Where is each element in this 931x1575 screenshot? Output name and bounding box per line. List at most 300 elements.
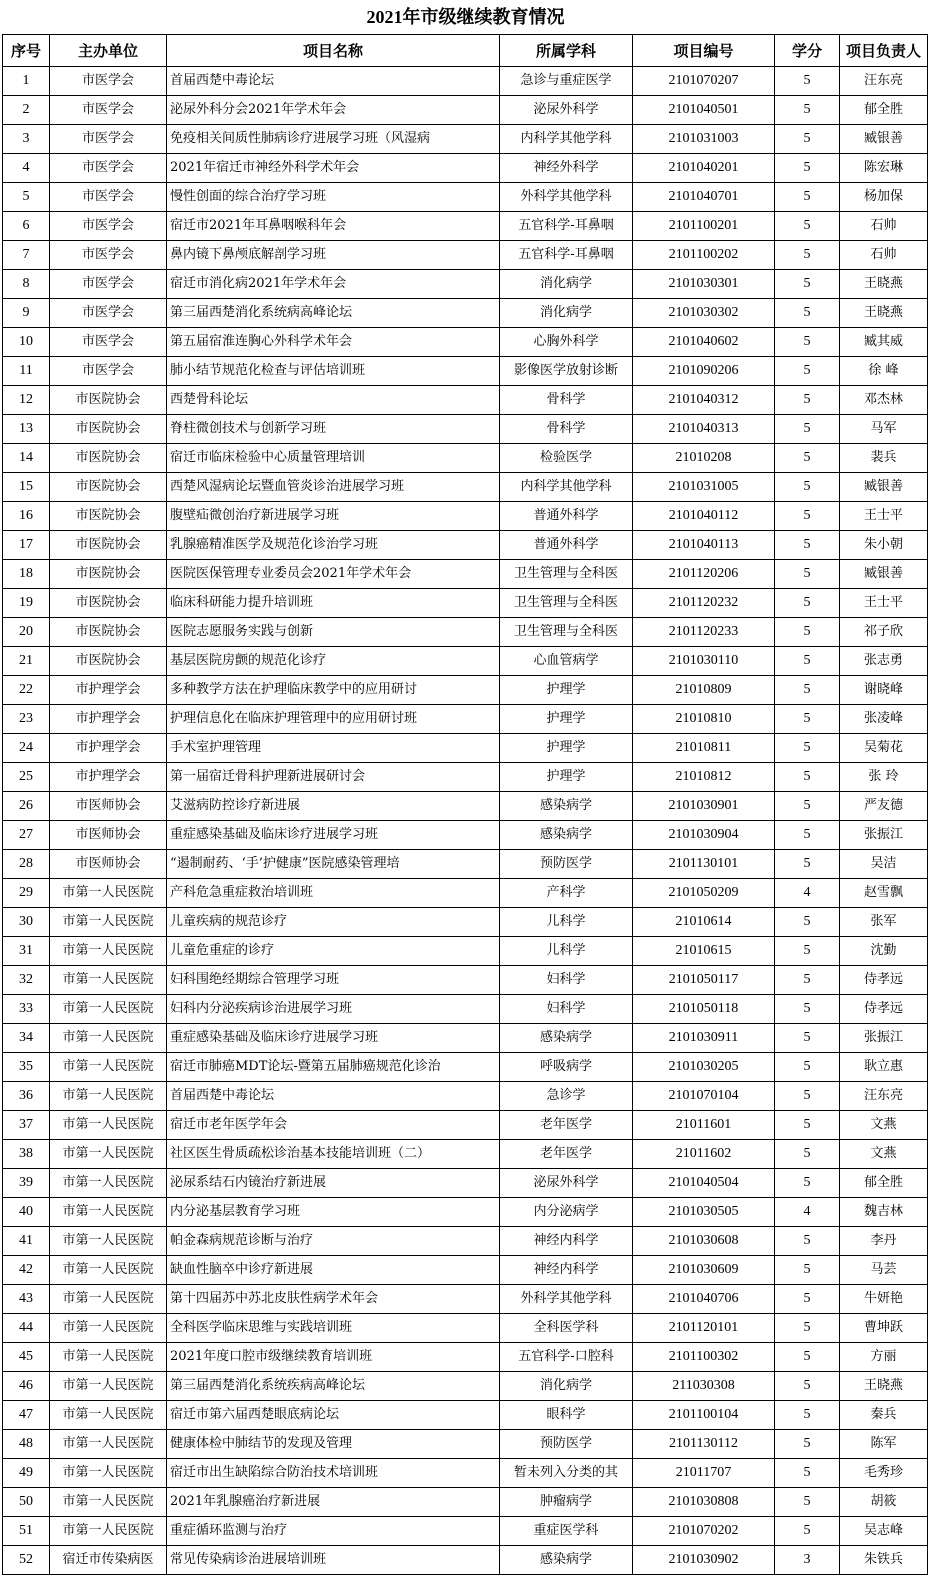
cell-organizer[interactable]: 市医院协会 xyxy=(50,415,167,444)
cell-project-name[interactable]: 社区医生骨质疏松诊治基本技能培训班（二） xyxy=(167,1140,500,1169)
cell-project-code[interactable]: 2101040313 xyxy=(633,415,775,444)
cell-discipline[interactable]: 妇科学 xyxy=(500,995,633,1024)
cell-credits[interactable]: 3 xyxy=(775,1546,840,1575)
cell-organizer[interactable]: 市医院协会 xyxy=(50,618,167,647)
cell-index[interactable]: 30 xyxy=(3,908,50,937)
cell-project-code[interactable]: 2101030301 xyxy=(633,270,775,299)
cell-index[interactable]: 27 xyxy=(3,821,50,850)
cell-leader[interactable]: 张志勇 xyxy=(840,647,928,676)
cell-project-code[interactable]: 2101030808 xyxy=(633,1488,775,1517)
cell-leader[interactable]: 臧银善 xyxy=(840,473,928,502)
cell-discipline[interactable]: 五官科学-耳鼻咽 xyxy=(500,241,633,270)
cell-discipline[interactable]: 消化病学 xyxy=(500,299,633,328)
cell-credits[interactable]: 5 xyxy=(775,1140,840,1169)
cell-index[interactable]: 41 xyxy=(3,1227,50,1256)
cell-index[interactable]: 37 xyxy=(3,1111,50,1140)
cell-discipline[interactable]: 呼吸病学 xyxy=(500,1053,633,1082)
cell-project-code[interactable]: 2101040504 xyxy=(633,1169,775,1198)
cell-discipline[interactable]: 妇科学 xyxy=(500,966,633,995)
cell-index[interactable]: 12 xyxy=(3,386,50,415)
cell-organizer[interactable]: 市第一人民医院 xyxy=(50,908,167,937)
cell-discipline[interactable]: 外科学其他学科 xyxy=(500,1285,633,1314)
cell-project-code[interactable]: 2101040112 xyxy=(633,502,775,531)
cell-project-name[interactable]: 宿迁市出生缺陷综合防治技术培训班 xyxy=(167,1459,500,1488)
cell-project-code[interactable]: 2101040706 xyxy=(633,1285,775,1314)
cell-leader[interactable]: 朱铁兵 xyxy=(840,1546,928,1575)
cell-organizer[interactable]: 市医院协会 xyxy=(50,502,167,531)
cell-organizer[interactable]: 市医学会 xyxy=(50,241,167,270)
cell-project-name[interactable]: 2021年宿迁市神经外科学术年会 xyxy=(167,154,500,183)
cell-credits[interactable]: 5 xyxy=(775,270,840,299)
cell-project-name[interactable]: 慢性创面的综合治疗学习班 xyxy=(167,183,500,212)
cell-leader[interactable]: 文燕 xyxy=(840,1140,928,1169)
cell-project-code[interactable]: 2101040602 xyxy=(633,328,775,357)
cell-discipline[interactable]: 内科学其他学科 xyxy=(500,125,633,154)
cell-organizer[interactable]: 市第一人民医院 xyxy=(50,1343,167,1372)
cell-project-code[interactable]: 21010614 xyxy=(633,908,775,937)
cell-project-name[interactable]: 儿童危重症的诊疗 xyxy=(167,937,500,966)
cell-index[interactable]: 18 xyxy=(3,560,50,589)
cell-project-name[interactable]: 妇科围绝经期综合管理学习班 xyxy=(167,966,500,995)
cell-leader[interactable]: 朱小朝 xyxy=(840,531,928,560)
cell-discipline[interactable]: 外科学其他学科 xyxy=(500,183,633,212)
cell-project-name[interactable]: 乳腺癌精准医学及规范化诊治学习班 xyxy=(167,531,500,560)
cell-credits[interactable]: 5 xyxy=(775,1459,840,1488)
cell-project-name[interactable]: 泌尿系结石内镜治疗新进展 xyxy=(167,1169,500,1198)
cell-credits[interactable]: 5 xyxy=(775,937,840,966)
cell-discipline[interactable]: 泌尿外科学 xyxy=(500,96,633,125)
cell-project-name[interactable]: 产科危急重症救治培训班 xyxy=(167,879,500,908)
cell-organizer[interactable]: 市护理学会 xyxy=(50,763,167,792)
cell-organizer[interactable]: 市第一人民医院 xyxy=(50,1227,167,1256)
cell-project-name[interactable]: 宿迁市老年医学年会 xyxy=(167,1111,500,1140)
cell-organizer[interactable]: 市医院协会 xyxy=(50,531,167,560)
cell-index[interactable]: 33 xyxy=(3,995,50,1024)
cell-credits[interactable]: 5 xyxy=(775,647,840,676)
cell-organizer[interactable]: 市医学会 xyxy=(50,96,167,125)
cell-discipline[interactable]: 感染病学 xyxy=(500,821,633,850)
cell-organizer[interactable]: 市医学会 xyxy=(50,299,167,328)
cell-project-code[interactable]: 2101120206 xyxy=(633,560,775,589)
cell-project-code[interactable]: 21010812 xyxy=(633,763,775,792)
cell-index[interactable]: 19 xyxy=(3,589,50,618)
cell-leader[interactable]: 郁全胜 xyxy=(840,96,928,125)
cell-discipline[interactable]: 重症医学科 xyxy=(500,1517,633,1546)
cell-leader[interactable]: 侍孝远 xyxy=(840,995,928,1024)
cell-index[interactable]: 5 xyxy=(3,183,50,212)
cell-organizer[interactable]: 市医院协会 xyxy=(50,647,167,676)
cell-leader[interactable]: 徐 峰 xyxy=(840,357,928,386)
cell-discipline[interactable]: 眼科学 xyxy=(500,1401,633,1430)
cell-project-code[interactable]: 2101030608 xyxy=(633,1227,775,1256)
cell-leader[interactable]: 文燕 xyxy=(840,1111,928,1140)
cell-project-code[interactable]: 2101030902 xyxy=(633,1546,775,1575)
cell-index[interactable]: 47 xyxy=(3,1401,50,1430)
cell-leader[interactable]: 王晓燕 xyxy=(840,270,928,299)
cell-credits[interactable]: 5 xyxy=(775,1169,840,1198)
cell-organizer[interactable]: 市第一人民医院 xyxy=(50,879,167,908)
cell-leader[interactable]: 吴菊花 xyxy=(840,734,928,763)
cell-discipline[interactable]: 全科医学科 xyxy=(500,1314,633,1343)
cell-leader[interactable]: 沈勤 xyxy=(840,937,928,966)
cell-leader[interactable]: 张振江 xyxy=(840,821,928,850)
cell-index[interactable]: 51 xyxy=(3,1517,50,1546)
cell-index[interactable]: 29 xyxy=(3,879,50,908)
cell-project-name[interactable]: 护理信息化在临床护理管理中的应用研讨班 xyxy=(167,705,500,734)
cell-leader[interactable]: 臧银善 xyxy=(840,560,928,589)
cell-project-name[interactable]: 手术室护理管理 xyxy=(167,734,500,763)
cell-project-code[interactable]: 21010208 xyxy=(633,444,775,473)
cell-project-code[interactable]: 2101050118 xyxy=(633,995,775,1024)
cell-credits[interactable]: 5 xyxy=(775,1314,840,1343)
cell-leader[interactable]: 祁子欣 xyxy=(840,618,928,647)
cell-discipline[interactable]: 护理学 xyxy=(500,763,633,792)
cell-leader[interactable]: 臧银善 xyxy=(840,125,928,154)
cell-project-name[interactable]: 医院志愿服务实践与创新 xyxy=(167,618,500,647)
cell-credits[interactable]: 5 xyxy=(775,589,840,618)
cell-discipline[interactable]: 消化病学 xyxy=(500,1372,633,1401)
cell-index[interactable]: 20 xyxy=(3,618,50,647)
cell-organizer[interactable]: 宿迁市传染病医 xyxy=(50,1546,167,1575)
cell-project-code[interactable]: 2101031003 xyxy=(633,125,775,154)
cell-project-code[interactable]: 2101050209 xyxy=(633,879,775,908)
cell-organizer[interactable]: 市医院协会 xyxy=(50,560,167,589)
cell-index[interactable]: 1 xyxy=(3,67,50,96)
cell-project-name[interactable]: 宿迁市临床检验中心质量管理培训 xyxy=(167,444,500,473)
cell-discipline[interactable]: 普通外科学 xyxy=(500,531,633,560)
cell-organizer[interactable]: 市第一人民医院 xyxy=(50,1169,167,1198)
cell-project-name[interactable]: 重症感染基础及临床诊疗进展学习班 xyxy=(167,1024,500,1053)
cell-project-code[interactable]: 21011707 xyxy=(633,1459,775,1488)
cell-project-code[interactable]: 21010615 xyxy=(633,937,775,966)
cell-project-code[interactable]: 2101130112 xyxy=(633,1430,775,1459)
cell-organizer[interactable]: 市第一人民医院 xyxy=(50,1082,167,1111)
cell-leader[interactable]: 陈宏琳 xyxy=(840,154,928,183)
cell-project-code[interactable]: 2101040312 xyxy=(633,386,775,415)
cell-index[interactable]: 31 xyxy=(3,937,50,966)
cell-project-code[interactable]: 2101100104 xyxy=(633,1401,775,1430)
cell-organizer[interactable]: 市第一人民医院 xyxy=(50,1053,167,1082)
cell-discipline[interactable]: 预防医学 xyxy=(500,850,633,879)
cell-project-name[interactable]: 肺小结节规范化检查与评估培训班 xyxy=(167,357,500,386)
cell-organizer[interactable]: 市医学会 xyxy=(50,125,167,154)
cell-project-code[interactable]: 2101031005 xyxy=(633,473,775,502)
cell-organizer[interactable]: 市第一人民医院 xyxy=(50,1517,167,1546)
cell-leader[interactable]: 杨加保 xyxy=(840,183,928,212)
cell-leader[interactable]: 吴洁 xyxy=(840,850,928,879)
cell-index[interactable]: 45 xyxy=(3,1343,50,1372)
cell-project-code[interactable]: 2101120232 xyxy=(633,589,775,618)
cell-discipline[interactable]: 内科学其他学科 xyxy=(500,473,633,502)
cell-leader[interactable]: 郁全胜 xyxy=(840,1169,928,1198)
cell-index[interactable]: 50 xyxy=(3,1488,50,1517)
cell-project-code[interactable]: 21010811 xyxy=(633,734,775,763)
cell-discipline[interactable]: 检验医学 xyxy=(500,444,633,473)
cell-index[interactable]: 38 xyxy=(3,1140,50,1169)
cell-project-name[interactable]: 妇科内分泌疾病诊治进展学习班 xyxy=(167,995,500,1024)
cell-organizer[interactable]: 市医学会 xyxy=(50,183,167,212)
cell-project-name[interactable]: 医院医保管理专业委员会2021年学术年会 xyxy=(167,560,500,589)
cell-leader[interactable]: 石帅 xyxy=(840,212,928,241)
cell-leader[interactable]: 谢晓峰 xyxy=(840,676,928,705)
cell-discipline[interactable]: 泌尿外科学 xyxy=(500,1169,633,1198)
cell-project-code[interactable]: 2101040113 xyxy=(633,531,775,560)
cell-index[interactable]: 9 xyxy=(3,299,50,328)
cell-credits[interactable]: 5 xyxy=(775,1053,840,1082)
cell-project-name[interactable]: 重症循环监测与治疗 xyxy=(167,1517,500,1546)
cell-credits[interactable]: 5 xyxy=(775,154,840,183)
cell-leader[interactable]: 曹坤跃 xyxy=(840,1314,928,1343)
cell-leader[interactable]: 汪东亮 xyxy=(840,67,928,96)
cell-project-code[interactable]: 2101070104 xyxy=(633,1082,775,1111)
cell-index[interactable]: 49 xyxy=(3,1459,50,1488)
cell-credits[interactable]: 5 xyxy=(775,966,840,995)
cell-organizer[interactable]: 市医学会 xyxy=(50,357,167,386)
cell-leader[interactable]: 马芸 xyxy=(840,1256,928,1285)
cell-index[interactable]: 10 xyxy=(3,328,50,357)
cell-organizer[interactable]: 市医院协会 xyxy=(50,589,167,618)
cell-project-name[interactable]: 首届西楚中毒论坛 xyxy=(167,1082,500,1111)
cell-project-code[interactable]: 2101030901 xyxy=(633,792,775,821)
cell-credits[interactable]: 5 xyxy=(775,96,840,125)
cell-organizer[interactable]: 市医院协会 xyxy=(50,473,167,502)
cell-project-name[interactable]: 脊柱微创技术与创新学习班 xyxy=(167,415,500,444)
cell-organizer[interactable]: 市第一人民医院 xyxy=(50,937,167,966)
cell-project-code[interactable]: 2101130101 xyxy=(633,850,775,879)
cell-project-code[interactable]: 2101120233 xyxy=(633,618,775,647)
cell-index[interactable]: 44 xyxy=(3,1314,50,1343)
cell-organizer[interactable]: 市第一人民医院 xyxy=(50,1372,167,1401)
cell-credits[interactable]: 5 xyxy=(775,1488,840,1517)
cell-credits[interactable]: 5 xyxy=(775,212,840,241)
cell-credits[interactable]: 5 xyxy=(775,1256,840,1285)
cell-project-code[interactable]: 21010809 xyxy=(633,676,775,705)
cell-project-name[interactable]: 宿迁市肺癌MDT论坛-暨第五届肺癌规范化诊治 xyxy=(167,1053,500,1082)
cell-discipline[interactable]: 五官科学-口腔科 xyxy=(500,1343,633,1372)
cell-index[interactable]: 25 xyxy=(3,763,50,792)
cell-leader[interactable]: 李丹 xyxy=(840,1227,928,1256)
cell-credits[interactable]: 5 xyxy=(775,792,840,821)
cell-credits[interactable]: 5 xyxy=(775,1372,840,1401)
cell-project-code[interactable]: 2101030302 xyxy=(633,299,775,328)
cell-project-name[interactable]: 常见传染病诊治进展培训班 xyxy=(167,1546,500,1575)
cell-project-name[interactable]: 第三届西楚消化系统疾病高峰论坛 xyxy=(167,1372,500,1401)
cell-discipline[interactable]: 感染病学 xyxy=(500,792,633,821)
cell-leader[interactable]: 马军 xyxy=(840,415,928,444)
cell-credits[interactable]: 5 xyxy=(775,299,840,328)
cell-organizer[interactable]: 市医院协会 xyxy=(50,444,167,473)
cell-project-code[interactable]: 2101030609 xyxy=(633,1256,775,1285)
cell-project-name[interactable]: 宿迁市2021年耳鼻咽喉科年会 xyxy=(167,212,500,241)
cell-project-code[interactable]: 2101030911 xyxy=(633,1024,775,1053)
cell-project-name[interactable]: 艾滋病防控诊疗新进展 xyxy=(167,792,500,821)
cell-index[interactable]: 46 xyxy=(3,1372,50,1401)
cell-project-name[interactable]: 2021年乳腺癌治疗新进展 xyxy=(167,1488,500,1517)
cell-credits[interactable]: 5 xyxy=(775,125,840,154)
cell-project-name[interactable]: 临床科研能力提升培训班 xyxy=(167,589,500,618)
cell-credits[interactable]: 5 xyxy=(775,531,840,560)
cell-index[interactable]: 8 xyxy=(3,270,50,299)
cell-organizer[interactable]: 市医院协会 xyxy=(50,386,167,415)
cell-index[interactable]: 11 xyxy=(3,357,50,386)
cell-project-name[interactable]: 帕金森病规范诊断与治疗 xyxy=(167,1227,500,1256)
cell-leader[interactable]: 臧其威 xyxy=(840,328,928,357)
cell-leader[interactable]: 陈军 xyxy=(840,1430,928,1459)
cell-index[interactable]: 2 xyxy=(3,96,50,125)
cell-discipline[interactable]: 五官科学-耳鼻咽 xyxy=(500,212,633,241)
cell-organizer[interactable]: 市第一人民医院 xyxy=(50,1314,167,1343)
cell-organizer[interactable]: 市医学会 xyxy=(50,212,167,241)
cell-index[interactable]: 36 xyxy=(3,1082,50,1111)
cell-project-code[interactable]: 21011601 xyxy=(633,1111,775,1140)
cell-project-code[interactable]: 21011602 xyxy=(633,1140,775,1169)
cell-discipline[interactable]: 产科学 xyxy=(500,879,633,908)
cell-credits[interactable]: 5 xyxy=(775,821,840,850)
cell-credits[interactable]: 5 xyxy=(775,705,840,734)
cell-project-name[interactable]: 全科医学临床思维与实践培训班 xyxy=(167,1314,500,1343)
cell-credits[interactable]: 5 xyxy=(775,1111,840,1140)
cell-project-code[interactable]: 2101030904 xyxy=(633,821,775,850)
cell-discipline[interactable]: 神经内科学 xyxy=(500,1256,633,1285)
cell-credits[interactable]: 5 xyxy=(775,473,840,502)
cell-project-name[interactable]: 鼻内镜下鼻颅底解剖学习班 xyxy=(167,241,500,270)
cell-index[interactable]: 21 xyxy=(3,647,50,676)
cell-project-code[interactable]: 2101100201 xyxy=(633,212,775,241)
cell-leader[interactable]: 牛妍艳 xyxy=(840,1285,928,1314)
cell-discipline[interactable]: 护理学 xyxy=(500,676,633,705)
cell-project-name[interactable]: 泌尿外科分会2021年学术年会 xyxy=(167,96,500,125)
cell-credits[interactable]: 5 xyxy=(775,328,840,357)
cell-credits[interactable]: 5 xyxy=(775,763,840,792)
cell-leader[interactable]: 方丽 xyxy=(840,1343,928,1372)
cell-leader[interactable]: 王晓燕 xyxy=(840,299,928,328)
cell-project-name[interactable]: 腹壁疝微创治疗新进展学习班 xyxy=(167,502,500,531)
cell-index[interactable]: 32 xyxy=(3,966,50,995)
cell-index[interactable]: 22 xyxy=(3,676,50,705)
cell-organizer[interactable]: 市护理学会 xyxy=(50,734,167,763)
cell-discipline[interactable]: 卫生管理与全科医 xyxy=(500,589,633,618)
cell-project-name[interactable]: 缺血性脑卒中诊疗新进展 xyxy=(167,1256,500,1285)
cell-index[interactable]: 3 xyxy=(3,125,50,154)
cell-discipline[interactable]: 感染病学 xyxy=(500,1024,633,1053)
cell-project-code[interactable]: 2101120101 xyxy=(633,1314,775,1343)
cell-project-code[interactable]: 2101040701 xyxy=(633,183,775,212)
cell-discipline[interactable]: 急诊学 xyxy=(500,1082,633,1111)
cell-index[interactable]: 43 xyxy=(3,1285,50,1314)
cell-leader[interactable]: 严友德 xyxy=(840,792,928,821)
cell-project-code[interactable]: 2101090206 xyxy=(633,357,775,386)
cell-index[interactable]: 14 xyxy=(3,444,50,473)
cell-project-name[interactable]: 内分泌基层教育学习班 xyxy=(167,1198,500,1227)
cell-discipline[interactable]: 骨科学 xyxy=(500,415,633,444)
cell-organizer[interactable]: 市第一人民医院 xyxy=(50,1256,167,1285)
cell-index[interactable]: 52 xyxy=(3,1546,50,1575)
cell-project-code[interactable]: 2101030205 xyxy=(633,1053,775,1082)
cell-leader[interactable]: 胡筱 xyxy=(840,1488,928,1517)
cell-organizer[interactable]: 市第一人民医院 xyxy=(50,966,167,995)
cell-credits[interactable]: 5 xyxy=(775,618,840,647)
cell-index[interactable]: 48 xyxy=(3,1430,50,1459)
cell-credits[interactable]: 4 xyxy=(775,879,840,908)
cell-leader[interactable]: 裴兵 xyxy=(840,444,928,473)
cell-leader[interactable]: 魏吉林 xyxy=(840,1198,928,1227)
cell-discipline[interactable]: 儿科学 xyxy=(500,908,633,937)
cell-organizer[interactable]: 市第一人民医院 xyxy=(50,1285,167,1314)
cell-index[interactable]: 16 xyxy=(3,502,50,531)
cell-index[interactable]: 6 xyxy=(3,212,50,241)
cell-credits[interactable]: 5 xyxy=(775,908,840,937)
cell-discipline[interactable]: 心血管病学 xyxy=(500,647,633,676)
cell-leader[interactable]: 赵雪飘 xyxy=(840,879,928,908)
cell-credits[interactable]: 5 xyxy=(775,850,840,879)
cell-project-code[interactable]: 2101070207 xyxy=(633,67,775,96)
cell-credits[interactable]: 5 xyxy=(775,1343,840,1372)
cell-project-name[interactable]: 健康体检中肺结节的发现及管理 xyxy=(167,1430,500,1459)
cell-project-code[interactable]: 2101030110 xyxy=(633,647,775,676)
cell-leader[interactable]: 邓杰林 xyxy=(840,386,928,415)
cell-index[interactable]: 26 xyxy=(3,792,50,821)
cell-organizer[interactable]: 市医学会 xyxy=(50,154,167,183)
cell-leader[interactable]: 王晓燕 xyxy=(840,1372,928,1401)
cell-discipline[interactable]: 肿瘤病学 xyxy=(500,1488,633,1517)
cell-project-name[interactable]: 重症感染基础及临床诊疗进展学习班 xyxy=(167,821,500,850)
cell-organizer[interactable]: 市第一人民医院 xyxy=(50,1140,167,1169)
cell-project-code[interactable]: 2101100302 xyxy=(633,1343,775,1372)
cell-discipline[interactable]: 内分泌病学 xyxy=(500,1198,633,1227)
cell-discipline[interactable]: 急诊与重症医学 xyxy=(500,67,633,96)
cell-discipline[interactable]: 消化病学 xyxy=(500,270,633,299)
cell-leader[interactable]: 侍孝远 xyxy=(840,966,928,995)
cell-organizer[interactable]: 市第一人民医院 xyxy=(50,995,167,1024)
cell-project-name[interactable]: 多种教学方法在护理临床教学中的应用研讨 xyxy=(167,676,500,705)
cell-credits[interactable]: 5 xyxy=(775,241,840,270)
cell-leader[interactable]: 张 玲 xyxy=(840,763,928,792)
cell-discipline[interactable]: 影像医学放射诊断 xyxy=(500,357,633,386)
cell-index[interactable]: 17 xyxy=(3,531,50,560)
cell-index[interactable]: 15 xyxy=(3,473,50,502)
cell-credits[interactable]: 5 xyxy=(775,676,840,705)
cell-organizer[interactable]: 市第一人民医院 xyxy=(50,1024,167,1053)
cell-leader[interactable]: 王士平 xyxy=(840,589,928,618)
cell-discipline[interactable]: 普通外科学 xyxy=(500,502,633,531)
cell-project-name[interactable]: 西楚风湿病论坛暨血管炎诊治进展学习班 xyxy=(167,473,500,502)
cell-discipline[interactable]: 卫生管理与全科医 xyxy=(500,618,633,647)
cell-project-name[interactable]: “遏制耐药、‘手’护健康”医院感染管理培 xyxy=(167,850,500,879)
cell-credits[interactable]: 5 xyxy=(775,67,840,96)
cell-project-name[interactable]: 宿迁市消化病2021年学术年会 xyxy=(167,270,500,299)
cell-organizer[interactable]: 市第一人民医院 xyxy=(50,1459,167,1488)
cell-project-code[interactable]: 2101030505 xyxy=(633,1198,775,1227)
cell-organizer[interactable]: 市第一人民医院 xyxy=(50,1430,167,1459)
cell-organizer[interactable]: 市医学会 xyxy=(50,328,167,357)
cell-project-code[interactable]: 2101040501 xyxy=(633,96,775,125)
cell-index[interactable]: 4 xyxy=(3,154,50,183)
cell-leader[interactable]: 王士平 xyxy=(840,502,928,531)
cell-credits[interactable]: 5 xyxy=(775,444,840,473)
cell-discipline[interactable]: 骨科学 xyxy=(500,386,633,415)
cell-organizer[interactable]: 市第一人民医院 xyxy=(50,1488,167,1517)
cell-credits[interactable]: 5 xyxy=(775,1024,840,1053)
cell-discipline[interactable]: 神经内科学 xyxy=(500,1227,633,1256)
cell-credits[interactable]: 5 xyxy=(775,995,840,1024)
cell-project-name[interactable]: 第五届宿淮连胸心外科学术年会 xyxy=(167,328,500,357)
cell-organizer[interactable]: 市医师协会 xyxy=(50,792,167,821)
cell-leader[interactable]: 张振江 xyxy=(840,1024,928,1053)
cell-index[interactable]: 23 xyxy=(3,705,50,734)
cell-organizer[interactable]: 市医师协会 xyxy=(50,850,167,879)
cell-credits[interactable]: 5 xyxy=(775,560,840,589)
cell-index[interactable]: 39 xyxy=(3,1169,50,1198)
